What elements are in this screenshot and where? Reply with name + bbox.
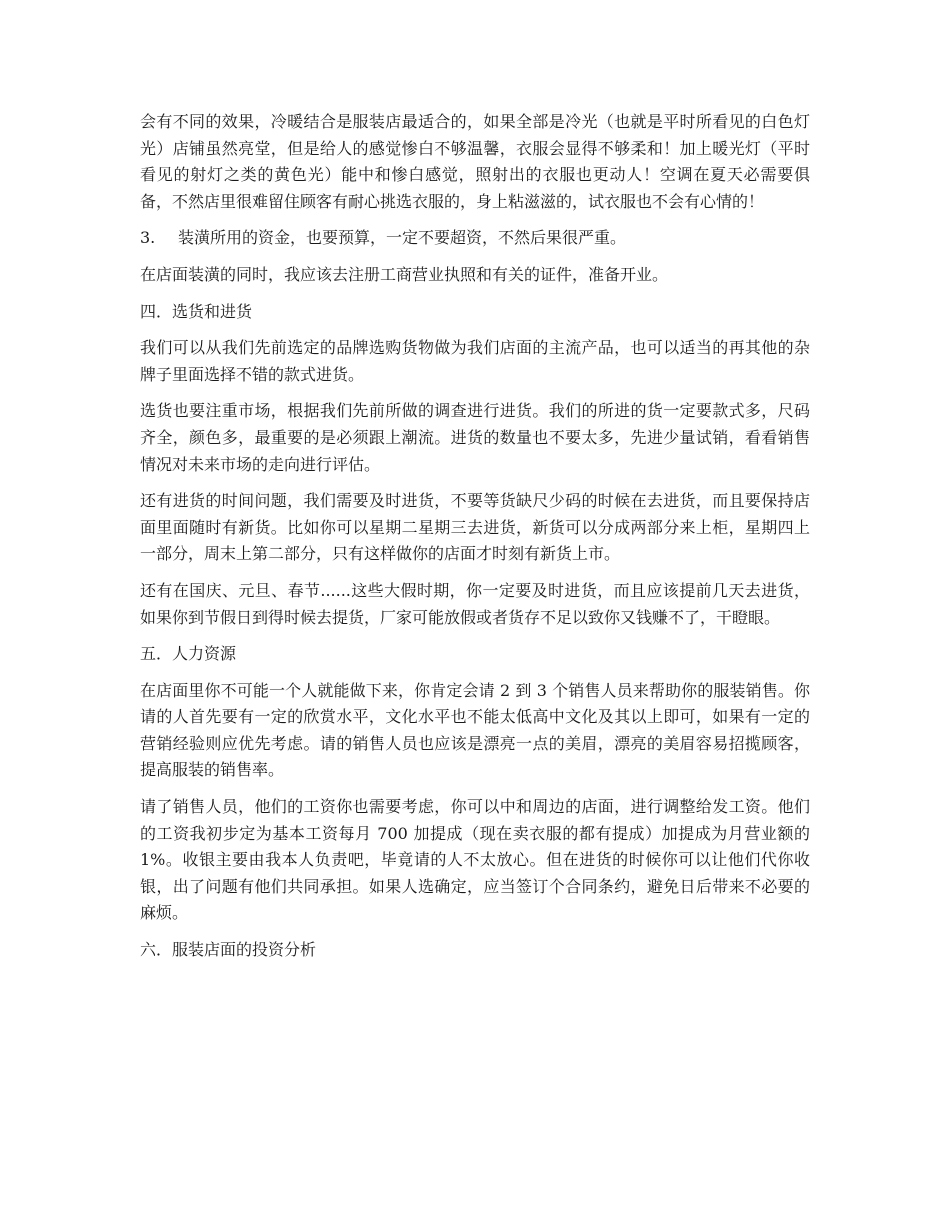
- paragraph-market-selection: 选货也要注重市场，根据我们先前所做的调查进行进货。我们的所进的货一定要款式多，尺码齐全，颜色多，最重要的是必须跟上潮流。进货的数量也不要太多，先进少量试销，看看销售情况对未来市场的走向进行评估。: [140, 401, 810, 474]
- document-page: [140, 109, 810, 974]
- paragraph-brand-selection: 我们可以从我们先前选定的品牌选购货物做为我们店面的主流产品，也可以适当的再其他的杂牌子里面选择不错的款式进货。: [140, 338, 810, 384]
- list-item-text: 装潢所用的资金，也要预算，一定不要超资，不然后果很严重。: [178, 228, 627, 248]
- list-item-3: [140, 225, 810, 252]
- paragraph-staff-wages: 请了销售人员，他们的工资你也需要考虑，你可以中和周边的店面，进行调整给发工资。他们的工资我初步定为基本工资每月 700 加提成（现在卖衣服的都有提成）加提成为月营业额的 1%。收银主要由我本人负责吧，毕竟请的人不太放心。但在进货的时候你可以让他们代你收银，出了问题有他们共同承担。如果人选确定，应当签订个合同条约，避免日后带来不必要的麻烦。: [140, 797, 810, 923]
- paragraph-restock-timing: 还有进货的时间问题，我们需要及时进货，不要等货缺尺少码的时候在去进货，而且要保持店面里面随时有新货。比如你可以星期二星期三去进货，新货可以分成两部分来上柜，星期四上一部分，周末上第二部分，只有这样做你的店面才时刻有新货上市。: [140, 491, 810, 564]
- section-heading-5: 五．人力资源: [140, 644, 237, 664]
- paragraph-staff-hiring: 在店面里你不可能一个人就能做下来，你肯定会请 2 到 3 个销售人员来帮助你的服装销售。你请的人首先要有一定的欣赏水平，文化水平也不能太低高中文化及其以上即可，如果有一定的营销经验则应优先考虑。请的销售人员也应该是漂亮一点的美眉，漂亮的美眉容易招揽顾客，提高服装的销售率。: [140, 680, 810, 780]
- list-item-number: 3.: [140, 228, 156, 248]
- section-heading-4: 四．选货和进货: [140, 301, 253, 321]
- paragraph-holiday-restock: 还有在国庆、元旦、春节......这些大假时期，你一定要及时进货，而且应该提前几天去进货，如果你到节假日到得时候去提货，厂家可能放假或者货存不足以致你又钱赚不了，干瞪眼。: [140, 580, 810, 627]
- section-heading-6: 六．服装店面的投资分析: [140, 940, 317, 960]
- paragraph-lighting: 会有不同的效果，冷暖结合是服装店最适合的，如果全部是冷光（也就是平时所看见的白色灯光）店铺虽然亮堂，但是给人的感觉惨白不够温馨，衣服会显得不够柔和！加上暖光灯（平时看见的射灯之类的黄色光）能中和惨白感觉，照射出的衣服也更动人！空调在夏天必需要俱备，不然店里很难留住顾客有耐心挑选衣服的，身上粘滋滋的，试衣服也不会有心情的！: [140, 112, 810, 211]
- paragraph-registration: 在店面装潢的同时，我应该去注册工商营业执照和有关的证件，准备开业。: [140, 264, 669, 284]
